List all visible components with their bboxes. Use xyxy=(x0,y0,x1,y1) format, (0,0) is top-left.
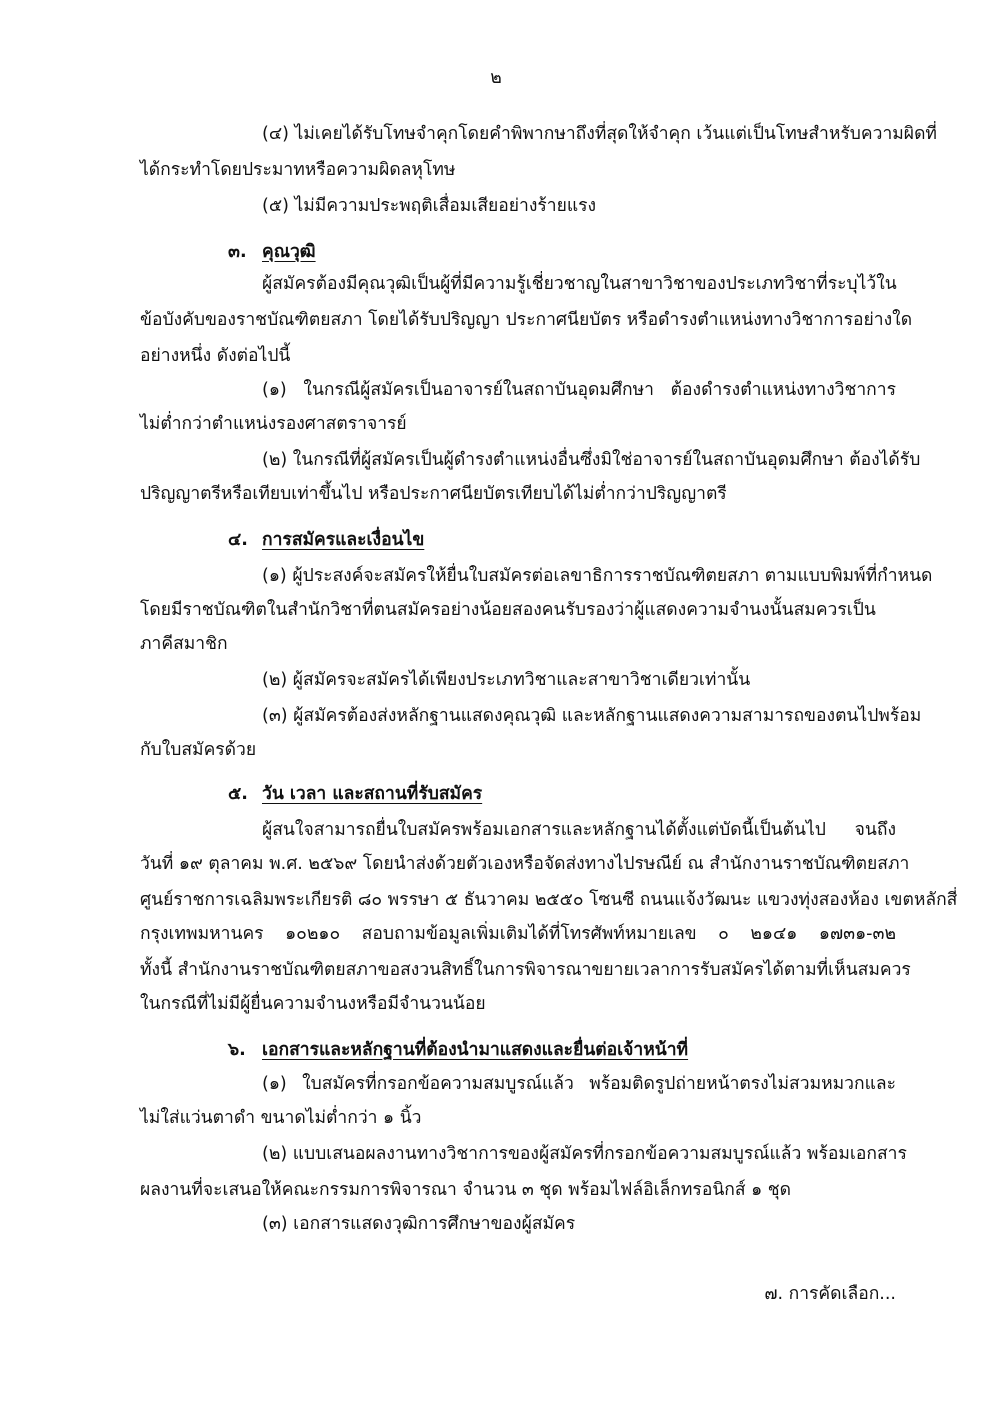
list-item-text: (๒) แบบเสนอผลงานทางวิชาการของผู้สมัครที่กรอกข้อความสมบูรณ์แล้ว พร้อมเอกสาร xyxy=(262,1144,907,1164)
section-number: ๖. xyxy=(228,1040,246,1060)
section-heading: วัน เวลา และสถานที่รับสมัคร xyxy=(262,784,483,804)
list-item-text: (๓) เอกสารแสดงวุฒิการศึกษาของผู้สมัคร xyxy=(262,1214,576,1234)
section-number: ๕. xyxy=(228,784,248,804)
body-text: ข้อบังคับของราชบัณฑิตยสภา โดยได้รับปริญญา ประกาศนียบัตร หรือดำรงตำแหน่งทางวิชาการอย่างใด xyxy=(140,310,913,330)
list-item-text: (๑) ใบสมัครที่กรอกข้อความสมบูรณ์แล้ว พร้อมติดรูปถ่ายหน้าตรงไม่สวมหมวกและ xyxy=(262,1074,896,1094)
list-item-text: (๒) ผู้สมัครจะสมัครได้เพียงประเภทวิชาและสาขาวิชาเดียวเท่านั้น xyxy=(262,670,751,690)
body-text: ปริญญาตรีหรือเทียบเท่าขึ้นไป หรือประกาศนียบัตรเทียบได้ไม่ต่ำกว่าปริญญาตรี xyxy=(140,484,727,504)
page-number: ๒ xyxy=(490,68,502,88)
section-heading: เอกสารและหลักฐานที่ต้องนำมาแสดงและยื่นต่อเจ้าหน้าที่ xyxy=(262,1040,689,1060)
list-item-text: (๕) ไม่มีความประพฤติเสื่อมเสียอย่างร้ายแรง xyxy=(262,196,597,216)
body-text: กรุงเทพมหานคร ๑๐๒๑๐ สอบถามข้อมูลเพิ่มเติมได้ที่โทรศัพท์หมายเลข ๐ ๒๑๔๑ ๑๗๓๑-๓๒ xyxy=(140,924,896,944)
list-item-text: (๓) ผู้สมัครต้องส่งหลักฐานแสดงคุณวุฒิ และหลักฐานแสดงความสามารถของตนไปพร้อม xyxy=(262,706,922,726)
section-number: ๓. xyxy=(228,242,247,262)
body-text: ไม่ใส่แว่นตาดำ ขนาดไม่ต่ำกว่า ๑ นิ้ว xyxy=(140,1108,422,1128)
body-text: โดยมีราชบัณฑิตในสำนักวิชาที่ตนสมัครอย่างน้อยสองคนรับรองว่าผู้แสดงความจำนงนั้นสมควรเป็น xyxy=(140,600,876,620)
body-text: ศูนย์ราชการเฉลิมพระเกียรติ ๘๐ พรรษา ๕ ธันวาคม ๒๕๕๐ โซนซี ถนนแจ้งวัฒนะ แขวงทุ่งสองห้อง เขตหลักสี่ xyxy=(140,890,958,910)
body-text: ภาคีสมาชิก xyxy=(140,634,228,654)
list-item-text: (๔) ไม่เคยได้รับโทษจำคุกโดยคำพิพากษาถึงที่สุดให้จำคุก เว้นแต่เป็นโทษสำหรับความผิดที่ xyxy=(262,124,937,144)
section-number: ๔. xyxy=(228,530,248,550)
body-text: ผู้สนใจสามารถยื่นใบสมัครพร้อมเอกสารและหลักฐานได้ตั้งแต่บัดนี้เป็นต้นไป จนถึง xyxy=(262,820,896,840)
body-text: ผลงานที่จะเสนอให้คณะกรรมการพิจารณา จำนวน ๓ ชุด พร้อมไฟล์อิเล็กทรอนิกส์ ๑ ชุด xyxy=(140,1180,792,1200)
list-item-text: (๒) ในกรณีที่ผู้สมัครเป็นผู้ดำรงตำแหน่งอื่นซึ่งมิใช่อาจารย์ในสถาบันอุดมศึกษา ต้องได้รับ xyxy=(262,450,921,470)
body-text: วันที่ ๑๙ ตุลาคม พ.ศ. ๒๕๖๙ โดยนำส่งด้วยตัวเองหรือจัดส่งทางไปรษณีย์ ณ สำนักงานราชบัณฑิตยสภา xyxy=(140,854,910,874)
footer-continuation: ๗. การคัดเลือก... xyxy=(764,1284,896,1304)
body-text: อย่างหนึ่ง ดังต่อไปนี้ xyxy=(140,346,291,366)
section-heading: คุณวุฒิ xyxy=(262,242,316,262)
list-item-text: (๑) ผู้ประสงค์จะสมัครให้ยื่นใบสมัครต่อเลขาธิการราชบัณฑิตยสภา ตามแบบพิมพ์ที่กำหนด xyxy=(262,566,933,586)
body-text: ไม่ต่ำกว่าตำแหน่งรองศาสตราจารย์ xyxy=(140,414,407,434)
body-text: กับใบสมัครด้วย xyxy=(140,740,257,760)
body-text: ได้กระทำโดยประมาทหรือความผิดลหุโทษ xyxy=(140,160,456,180)
body-text: ผู้สมัครต้องมีคุณวุฒิเป็นผู้ที่มีความรู้เชี่ยวชาญในสาขาวิชาของประเภทวิชาที่ระบุไว้ใน xyxy=(262,274,897,294)
body-text: ทั้งนี้ สำนักงานราชบัณฑิตยสภาขอสงวนสิทธิ์ในการพิจารณาขยายเวลาการรับสมัครได้ตามที่เห็นสมควร xyxy=(140,960,911,980)
list-item-text: (๑) ในกรณีผู้สมัครเป็นอาจารย์ในสถาบันอุดมศึกษา ต้องดำรงตำแหน่งทางวิชาการ xyxy=(262,380,896,400)
body-text: ในกรณีที่ไม่มีผู้ยื่นความจำนงหรือมีจำนวนน้อย xyxy=(140,994,486,1014)
section-heading: การสมัครและเงื่อนไข xyxy=(262,530,425,550)
